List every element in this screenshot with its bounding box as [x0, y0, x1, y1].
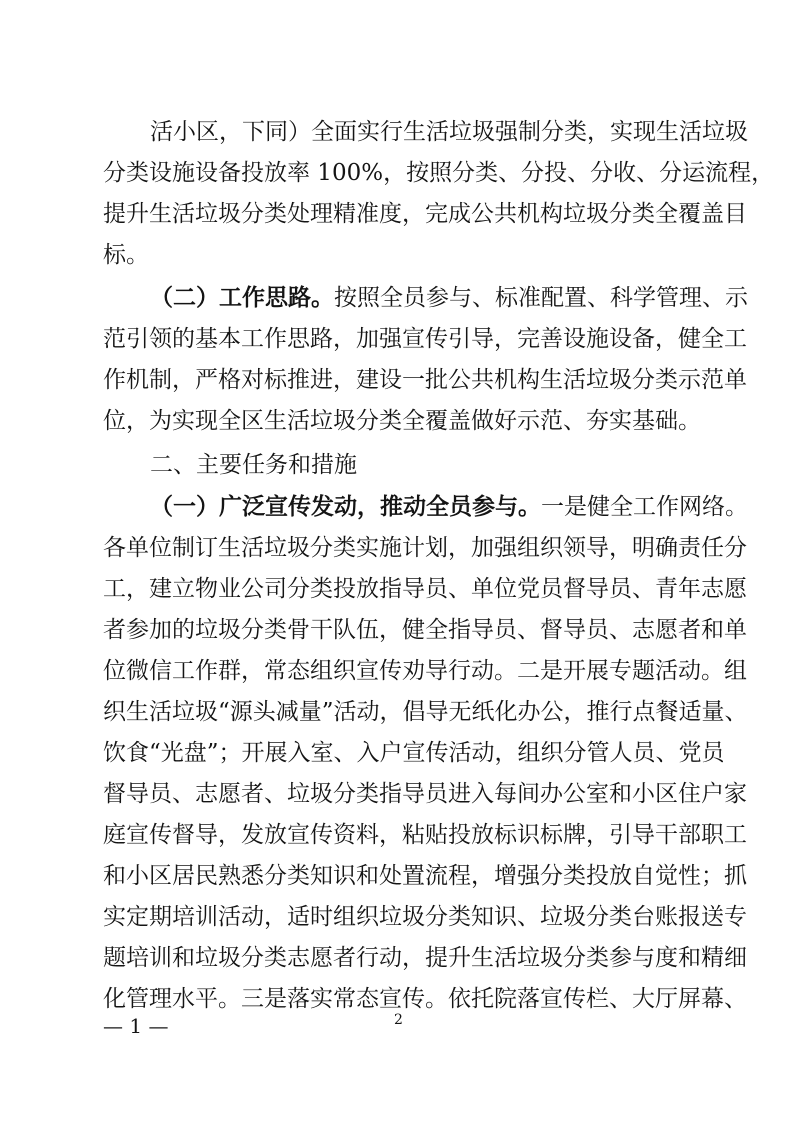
paragraph-line: 督导员、志愿者、垃圾分类指导员进入每间办公室和小区住户家 [103, 781, 747, 807]
paragraph-line: 分类设施设备投放率 100%，按照分类、分投、分收、分运流程， [103, 160, 775, 186]
paragraph-line: 庭宣传督导，发放宣传资料，粘贴投放标识标牌，引导干部职工 [103, 822, 747, 848]
subsection-heading: （二）工作思路。 [150, 285, 334, 311]
paragraph-line: 工，建立物业公司分类投放指导员、单位党员督导员、青年志愿 [103, 576, 747, 602]
paragraph-line: 实定期培训活动，适时组织垃圾分类知识、垃圾分类台账报送专 [103, 904, 747, 930]
page-number: 2 [394, 1012, 403, 1028]
paragraph-line: 作机制，严格对标推进，建设一批公共机构生活垃圾分类示范单 [103, 367, 747, 393]
paragraph-line: 者参加的垃圾分类骨干队伍，健全指导员、督导员、志愿者和单 [103, 617, 747, 643]
paragraph-text: 按照全员参与、标准配置、科学管理、示 [334, 285, 748, 311]
section-heading: 二、主要任务和措施 [150, 452, 357, 478]
paragraph-line: 标。 [103, 242, 149, 268]
paragraph-line: 位，为实现全区生活垃圾分类全覆盖做好示范、夯实基础。 [103, 408, 701, 434]
paragraph-line: 饮食“光盘”；开展入室、入户宣传活动，组织分管人员、党员 [103, 740, 725, 766]
paragraph-text: 一是健全工作网络。 [541, 494, 748, 520]
paragraph-line: 题培训和垃圾分类志愿者行动，提升生活垃圾分类参与度和精细 [103, 945, 747, 971]
paragraph-line: 各单位制订生活垃圾分类实施计划，加强组织领导，明确责任分 [103, 535, 747, 561]
paragraph-line: 化管理水平。三是落实常态宣传。依托院落宣传栏、大厅屏幕、 [103, 986, 747, 1012]
paragraph-line: 提升生活垃圾分类处理精准度，完成公共机构垃圾分类全覆盖目 [103, 201, 747, 227]
paragraph-line: 织生活垃圾“源头减量”活动，倡导无纸化办公，推行点餐适量、 [103, 699, 748, 725]
paragraph-first-line [150, 283, 748, 313]
paragraph-line: 位微信工作群，常态组织宣传劝导行动。二是开展专题活动。组 [103, 658, 747, 684]
paragraph-first-line [150, 492, 748, 522]
page-marker: — 1 — [103, 1014, 169, 1038]
paragraph-line: 范引领的基本工作思路，加强宣传引导，完善设施设备，健全工 [103, 326, 747, 352]
paragraph-line: 和小区居民熟悉分类知识和处置流程，增强分类投放自觉性；抓 [103, 863, 747, 889]
paragraph-line: 活小区，下同）全面实行生活垃圾强制分类，实现生活垃圾 [150, 119, 748, 145]
subsection-heading: （一）广泛宣传发动，推动全员参与。 [150, 494, 541, 520]
